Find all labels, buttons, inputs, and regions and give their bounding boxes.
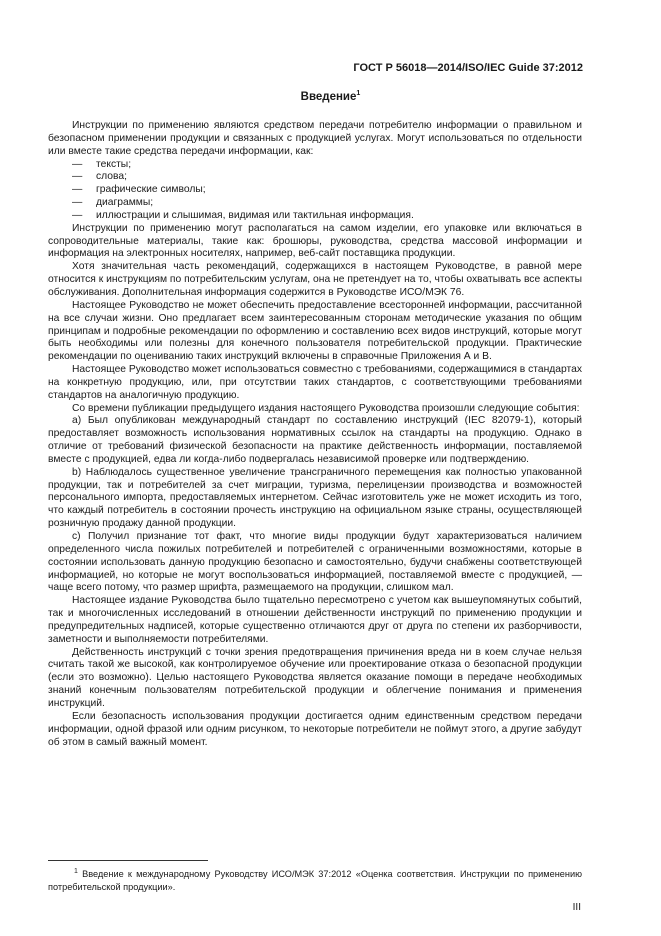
paragraph: Действенность инструкций с точки зрения предотвращения причинения вреда ни в коем случае нельзя считать такой же высокой, как контролируемое обучение или проектирование отказа о безопасной продукции (если это возможно). Целью настоящего Руководства является оказание помощи в передаче необходимых знаний конечным пользователям потребительской продукции и облегчение понимания и применения инструкций. <box>48 646 582 709</box>
list-item-text: диаграммы; <box>96 197 154 209</box>
footnote <box>48 866 582 893</box>
dash-marker: — <box>72 197 83 209</box>
paragraph: Настоящее издание Руководства было тщательно пересмотрено с учетом как вышеупомянутых событий, так и многочисленных исследований в отношении действенности инструкций по применению продукции и предупредительных надписей, которые существенно отличаются друг от друга по степени их разборчивости, заметности и выполняемости потребителями. <box>48 595 582 645</box>
list-item-text: тексты; <box>96 158 132 170</box>
footnote-text: Введение к международному Руководству ИСО/МЭК 37:2012 «Оценка соответствия. Инструкции по применению потребительской продукции». <box>48 869 582 892</box>
footnote-divider <box>48 860 208 861</box>
paragraph: Настоящее Руководство не может обеспечить предоставление всесторонней информации, рассчитанной на все случаи жизни. Оно предлагает всем заинтересованным сторонам методические указания по общим принципам и подробные рекомендации по оформлению и составлению всех видов инструкций, которые могут быть необходимы или полезны для конечного пользователя потребительской продукции. Практические рекомендации по оцениванию таких инструкций включены в справочные Приложения А и В. <box>48 299 582 363</box>
list-item <box>48 171 582 184</box>
title-footnote-mark: 1 <box>356 90 361 97</box>
paragraph: Хотя значительная часть рекомендаций, содержащихся в настоящем Руководстве, в равной мере относится к инструкциям по потребительским услугам, она не претендует на то, чтобы охватывать все аспекты обслуживания. Дополнительная информация содержится в Руководстве ИСО/МЭК 76. <box>48 261 582 298</box>
list-item-text: слова; <box>96 171 127 183</box>
paragraph: Инструкции по применению могут располагаться на самом изделии, его упаковке или включаться в сопроводительные материалы, такие как: брошюры, руководства, средства массовой информации и информация на электронных носителях, например, веб-сайт поставщика продукции. <box>48 222 582 260</box>
list-item <box>48 197 582 210</box>
document-code: ГОСТ Р 56018—2014/ISO/IEC Guide 37:2012 <box>353 62 583 74</box>
paragraph: Со времени публикации предыдущего издания настоящего Руководства произошли следующие события: <box>72 402 580 414</box>
paragraph: Настоящее Руководство может использоваться совместно с требованиями, содержащимися в стандартах на конкретную продукцию, или, при отсутствии таких стандартов, с соответствующими требованиями стандартов на аналогичную продукцию. <box>48 364 582 401</box>
footnote-mark: 1 <box>74 868 78 875</box>
dash-marker: — <box>72 171 83 183</box>
paragraph-item-a: а) Был опубликован международный стандарт по составлению инструкций (IEC 82079-1), который предоставляет возможность использования нормативных ссылок на стандарты на продукцию. Однако в отличие от требований физической безопасности на практике действенность информации, поставляемой вместе с продукцией, едва ли когда-либо подвергалась независимой проверке или подтверждению. <box>48 415 582 465</box>
paragraph-item-b: b) Наблюдалось существенное увеличение трансграничного перемещения как полностью упакованной продукции, так и потребителей за счет миграции, туризма, перелицензии производства и возможностей персонального импорта, предоставляемых интернетом. Сейчас изготовитель уже не может исходить из того, что каждый потребитель в состоянии прочесть инструкцию на официальном языке страны, осуществляющей розничную продажу данной продукции. <box>48 466 582 530</box>
dash-marker: — <box>72 158 83 170</box>
list-item-text: иллюстрации и слышимая, видимая или тактильная информация. <box>96 209 414 221</box>
list-item <box>48 184 582 197</box>
dash-marker: — <box>72 209 83 221</box>
document-body <box>48 120 582 749</box>
list-item <box>48 210 582 223</box>
paragraph: Если безопасность использования продукции достигается одним единственным средством передачи информации, одной фразой или одним рисунком, то некоторые потребители не поймут этого, а другие забудут об этом в самый важный момент. <box>48 710 582 748</box>
list-item-text: графические символы; <box>96 184 206 196</box>
dash-marker: — <box>72 184 83 196</box>
paragraph-intro: Инструкции по применению являются средством передачи потребителю информации о правильном и безопасном применении продукции и связанных с продукцией услугах. Могут использоваться по отдельности или вместе такие средства передачи информации, как: <box>48 120 582 157</box>
paragraph-item-c: с) Получил признание тот факт, что многие виды продукции будут характеризоваться наличием определенного числа пожилых потребителей и потребителей с ограниченными возможностями, которые в состоянии использовать данную продукцию безопасно и самостоятельно, будучи снабжены соответствующей информацией, но которые не могут воспользоваться информацией, поставляемой вместе с продукцией, — чаще всего потому, что размер шрифта, размещаемого на продукции, слишком мал. <box>48 531 582 594</box>
list-item <box>48 159 582 172</box>
title-text: Введение <box>300 91 357 103</box>
page-number: III <box>572 902 581 913</box>
page-title <box>0 90 661 103</box>
media-list <box>48 159 582 223</box>
